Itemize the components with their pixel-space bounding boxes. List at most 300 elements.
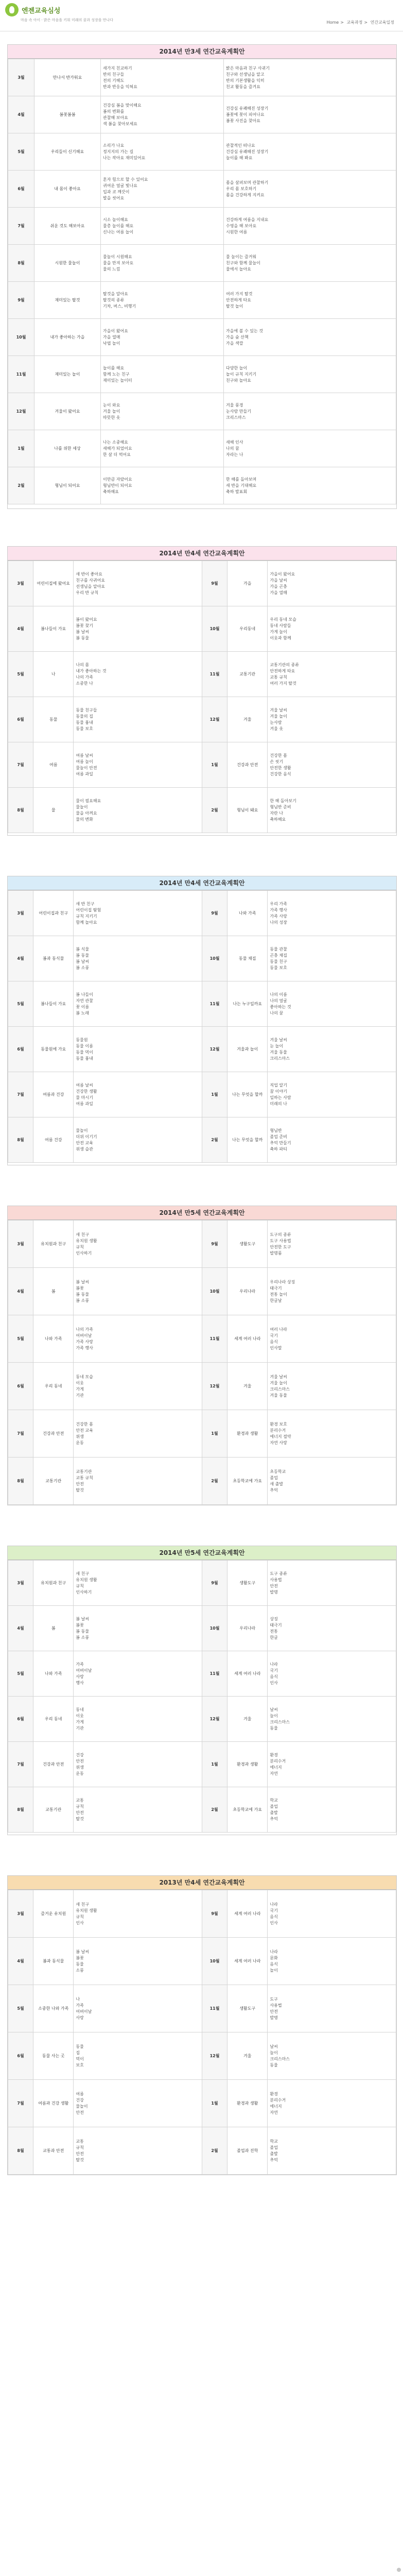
note-line: 가을에 볼 수 있는 것 bbox=[226, 328, 263, 333]
goal-line: 발을 씻어요 bbox=[103, 195, 125, 200]
goal-line: 규칙 지키기 bbox=[76, 913, 97, 919]
goal-line: 도구의 종류 bbox=[270, 1232, 291, 1237]
month-cell: 7월 bbox=[8, 1410, 33, 1458]
goal-line: 놀이 bbox=[270, 1713, 278, 1718]
goal-line: 행사 bbox=[76, 1680, 84, 1685]
site-logo[interactable] bbox=[5, 3, 60, 16]
goal-line: 봄 날씨 bbox=[76, 959, 90, 964]
month-cell: 9월 bbox=[202, 1561, 227, 1606]
goal-line: 나라 bbox=[270, 1902, 278, 1907]
goal-line: 가을 열매 bbox=[270, 590, 287, 595]
goal-line: 자연 bbox=[270, 2110, 278, 2115]
goal-cell bbox=[268, 2127, 396, 2175]
goal-cell bbox=[74, 1117, 202, 1163]
goal-cell bbox=[74, 1890, 202, 1938]
goal-line: 건강심 봄을 맞이해요 bbox=[103, 103, 142, 108]
goal-line: 축하 파티 bbox=[270, 1146, 287, 1151]
site-tagline: 마음 속 아이 · 밝은 마음을 키워 미래의 꿈과 성장을 만나다 bbox=[21, 18, 114, 22]
goal-line: 상징 bbox=[270, 1616, 278, 1621]
goal-line: 에너지 절약 bbox=[270, 1434, 291, 1439]
goal-line: 학교 bbox=[270, 1798, 278, 1803]
theme-cell: 생활도구 bbox=[227, 1221, 268, 1268]
month-cell: 9월 bbox=[202, 1221, 227, 1268]
goal-line: 입과 코 깨끗이 bbox=[103, 189, 130, 194]
theme-cell: 세계 여러 나라 bbox=[227, 1890, 268, 1938]
note-cell bbox=[224, 430, 396, 467]
goal-line: 인사하기 bbox=[76, 1589, 92, 1595]
goal-cell bbox=[268, 1117, 396, 1163]
note-line: 가을 색깔 bbox=[226, 341, 243, 346]
note-line: 자라는 나 bbox=[226, 452, 243, 457]
goal-line: 발명 bbox=[270, 1589, 278, 1595]
table-row bbox=[8, 1651, 396, 1697]
goal-line: 가족 사랑 bbox=[76, 1339, 93, 1344]
month-cell: 12월 bbox=[202, 697, 227, 742]
goal-line: 동물 bbox=[270, 2062, 278, 2067]
goal-cell bbox=[74, 652, 202, 697]
goal-cell bbox=[74, 561, 202, 606]
goal-line: 안전 bbox=[76, 1810, 84, 1815]
goal-line: 안전 bbox=[76, 1758, 84, 1764]
note-line: 나의 꿈 bbox=[226, 446, 239, 451]
goal-line: 새가지 친교하기 bbox=[103, 65, 132, 71]
month-cell: 7월 bbox=[8, 742, 33, 788]
goal-line: 겨울 날씨 bbox=[270, 1037, 287, 1042]
goal-line: 새 친구 bbox=[76, 1902, 90, 1907]
goal-cell bbox=[268, 1410, 396, 1458]
month-cell: 6월 bbox=[8, 1027, 33, 1072]
goal-cell bbox=[74, 1363, 202, 1410]
goal-line: 안전한 도구 bbox=[270, 1244, 291, 1249]
theme-cell: 어린이집과 친구 bbox=[33, 891, 74, 936]
note-line: 반의 기본생활을 익히 bbox=[226, 78, 265, 83]
note-line: 친구와 선생님을 알고 bbox=[226, 72, 265, 77]
goal-line: 자란 나 bbox=[270, 810, 284, 816]
goal-line: 사랑 bbox=[76, 2015, 84, 2020]
goal-line: 겨울 날씨 bbox=[270, 707, 287, 713]
theme-cell: 생활도구 bbox=[227, 1561, 268, 1606]
goal-line: 크리스마스 bbox=[270, 1386, 290, 1392]
goal-line: 봄 동물 bbox=[76, 1629, 90, 1634]
note-line: 몸을 건강하게 지켜요 bbox=[226, 192, 265, 197]
goal-line: 봄 소풍 bbox=[76, 1298, 90, 1303]
goal-line: 자연 관찰 bbox=[76, 998, 93, 1003]
goal-line: 먹이 bbox=[76, 2056, 84, 2061]
note-line: 봄꽃에 꽃이 피어나요 bbox=[226, 112, 265, 117]
goal-line: 동물 보호 bbox=[270, 965, 287, 970]
goal-line: 탈것의 종류 bbox=[103, 297, 125, 302]
table-row bbox=[8, 2127, 396, 2175]
goal-line: 따뜻한 옷 bbox=[103, 415, 120, 420]
table-row bbox=[8, 936, 396, 981]
goal-line: 자연 사랑 bbox=[270, 1440, 287, 1445]
goal-line: 꿈 이야기 bbox=[270, 1089, 287, 1094]
month-cell: 9월 bbox=[8, 282, 34, 319]
goal-line: 이웃 bbox=[76, 1713, 84, 1718]
goal-line: 함께 놀아요 bbox=[76, 920, 97, 925]
month-cell: 9월 bbox=[202, 561, 227, 606]
goal-cell bbox=[101, 133, 224, 171]
table-row bbox=[8, 1072, 396, 1117]
theme-cell: 재미있는 탈것 bbox=[34, 282, 101, 319]
goal-line: 출발 bbox=[270, 1810, 278, 1815]
goal-line: 봄 식물 bbox=[76, 946, 90, 952]
month-cell: 8월 bbox=[8, 788, 33, 833]
goal-line: 여름 과일 bbox=[76, 771, 93, 776]
goal-line: 졸업 준비 bbox=[270, 1134, 287, 1139]
goal-line: 가족 bbox=[76, 2003, 84, 2008]
note-line: 수영을 해 보아요 bbox=[226, 223, 257, 228]
goal-cell bbox=[74, 1651, 202, 1697]
month-cell: 4월 bbox=[8, 96, 34, 133]
goal-line: 유치원 생활 bbox=[76, 1908, 97, 1913]
goal-cell bbox=[74, 2080, 202, 2127]
month-cell: 12월 bbox=[8, 393, 34, 430]
goal-line: 가족 bbox=[76, 1662, 84, 1667]
goal-line: 물의 느낌 bbox=[103, 266, 120, 272]
month-cell: 11월 bbox=[202, 1985, 227, 2032]
table-row bbox=[8, 1985, 396, 2032]
goal-cell bbox=[268, 1268, 396, 1315]
goal-line: 운동 bbox=[76, 1440, 84, 1445]
table-row bbox=[8, 133, 396, 171]
goal-line: 동네 모습 bbox=[76, 1374, 93, 1379]
goal-cell bbox=[268, 981, 396, 1027]
goal-line: 동네 사람들 bbox=[270, 623, 291, 628]
goal-line: 국기 bbox=[270, 1908, 278, 1913]
goal-line: 나라 bbox=[270, 1949, 278, 1954]
goal-line: 가족 행사 bbox=[270, 907, 287, 912]
note-line: 친구와 함께 물놀이 bbox=[226, 260, 260, 265]
goal-line: 국기 bbox=[270, 1333, 278, 1338]
month-cell: 3월 bbox=[8, 561, 33, 606]
goal-cell bbox=[268, 742, 396, 788]
theme-cell: 겨울이 왔어요 bbox=[34, 393, 101, 430]
goal-line: 안전 bbox=[76, 1481, 84, 1486]
month-cell: 10월 bbox=[202, 606, 227, 652]
goal-line: 출발 bbox=[270, 2151, 278, 2156]
goal-line: 졸업 bbox=[270, 2145, 278, 2150]
goal-line: 탈것 bbox=[76, 2157, 84, 2162]
plan-table bbox=[8, 890, 396, 1163]
month-cell: 2월 bbox=[202, 1787, 227, 1833]
table-row bbox=[8, 1363, 396, 1410]
month-cell: 8월 bbox=[8, 1787, 33, 1833]
goal-line: 눈이 와요 bbox=[103, 402, 120, 408]
goal-line: 인사 bbox=[270, 1680, 278, 1685]
plan-table bbox=[8, 1220, 396, 1505]
goal-line: 태극기 bbox=[270, 1285, 282, 1291]
goal-line: 새 친구 bbox=[76, 1571, 90, 1576]
goal-line: 교통기관 bbox=[76, 1469, 92, 1474]
goal-line: 여름 과일 bbox=[76, 1101, 93, 1106]
theme-cell: 소중한 나와 가족 bbox=[33, 1985, 74, 2032]
goal-line: 봄꽃 찾기 bbox=[76, 623, 93, 628]
goal-cell bbox=[74, 1027, 202, 1072]
goal-line: 운동 bbox=[76, 1771, 84, 1776]
month-cell: 12월 bbox=[202, 1363, 227, 1410]
table-row bbox=[8, 1315, 396, 1363]
table-row bbox=[8, 652, 396, 697]
month-cell: 11월 bbox=[202, 1315, 227, 1363]
goal-line: 일하는 사람 bbox=[270, 1095, 291, 1100]
note-cell bbox=[224, 282, 396, 319]
month-cell: 11월 bbox=[202, 1651, 227, 1697]
section-title: 2014년 만3세 연간교육계획안 bbox=[8, 45, 396, 59]
theme-cell: 초등학교에 가요 bbox=[227, 1458, 268, 1505]
goal-line: 문화 bbox=[270, 1955, 278, 1960]
goal-line: 어버이날 bbox=[76, 1333, 92, 1338]
theme-cell: 여름 건강 bbox=[33, 1117, 74, 1163]
month-cell: 10월 bbox=[8, 319, 34, 356]
theme-cell: 건강과 안전 bbox=[33, 1410, 74, 1458]
goal-line: 물놀이 bbox=[76, 2104, 88, 2109]
theme-cell: 나는 무엇을 할까 bbox=[227, 1072, 268, 1117]
theme-cell: 겨울 bbox=[227, 1363, 268, 1410]
table-row bbox=[8, 1938, 396, 1985]
goal-line: 건강한 몸 bbox=[270, 753, 287, 758]
goal-line: 여러 가지 탈것 bbox=[270, 681, 296, 686]
goal-line: 소풍 bbox=[76, 1968, 84, 1973]
breadcrumb-home[interactable]: Home bbox=[326, 20, 339, 25]
theme-cell: 세계 여러 나라 bbox=[227, 1938, 268, 1985]
theme-cell: 내가 좋아하는 가을 bbox=[34, 319, 101, 356]
goal-line: 어버이날 bbox=[76, 2009, 92, 2014]
goal-line: 놀이를 해요 bbox=[103, 365, 125, 370]
theme-cell: 교통기관 bbox=[227, 652, 268, 697]
goal-line: 위생 습관 bbox=[76, 1146, 93, 1151]
goal-line: 반의 친구들 bbox=[103, 72, 125, 77]
goal-line: 도구 종류 bbox=[270, 1571, 287, 1576]
theme-cell: 우리동네 bbox=[227, 606, 268, 652]
goal-line: 분리수거 bbox=[270, 1758, 286, 1764]
page-header bbox=[0, 0, 403, 31]
goal-line: 교통 bbox=[76, 2139, 84, 2144]
theme-cell: 졸업과 진학 bbox=[227, 2127, 268, 2175]
goal-line: 안전 bbox=[270, 2009, 278, 2014]
month-cell: 4월 bbox=[8, 936, 33, 981]
goal-line: 소중한 나 bbox=[76, 681, 93, 686]
goal-line: 크리스마스 bbox=[270, 2056, 290, 2061]
theme-cell: 교통기관 bbox=[33, 1458, 74, 1505]
theme-cell: 우리 동네 bbox=[33, 1363, 74, 1410]
goal-line: 겨울 놀이 bbox=[103, 409, 120, 414]
table-row bbox=[8, 467, 396, 504]
note-line: 물에서 놀아요 bbox=[226, 266, 251, 272]
goal-cell bbox=[268, 788, 396, 833]
theme-cell: 교통과 안전 bbox=[33, 2127, 74, 2175]
goal-line: 우리 동네 모습 bbox=[270, 617, 296, 622]
goal-line: 규칙 bbox=[76, 1914, 84, 1919]
note-cell bbox=[224, 356, 396, 393]
goal-cell bbox=[268, 1221, 396, 1268]
goal-line: 건강 bbox=[76, 2097, 84, 2103]
goal-cell bbox=[268, 891, 396, 936]
goal-line: 새 반이 좋아요 bbox=[76, 571, 102, 577]
theme-cell: 가을 bbox=[227, 561, 268, 606]
month-cell: 3월 bbox=[8, 59, 34, 96]
goal-line: 인사말 bbox=[270, 1345, 282, 1350]
goal-line: 봄꽃 bbox=[76, 1622, 84, 1628]
goal-line: 나의 가족 bbox=[76, 674, 93, 680]
table-row bbox=[8, 1787, 396, 1833]
goal-line: 에너지 bbox=[270, 2104, 282, 2109]
table-row bbox=[8, 245, 396, 282]
theme-cell: 동물 bbox=[33, 697, 74, 742]
goal-cell bbox=[74, 1221, 202, 1268]
theme-cell: 봄나들이 가요 bbox=[33, 606, 74, 652]
goal-cell bbox=[74, 1606, 202, 1651]
goal-line: 추억 bbox=[270, 1816, 278, 1821]
goal-cell bbox=[268, 606, 396, 652]
goal-cell bbox=[268, 2080, 396, 2127]
goal-line: 기차, 버스, 비행기 bbox=[103, 303, 136, 309]
theme-cell: 유치원과 친구 bbox=[33, 1221, 74, 1268]
goal-line: 전통 bbox=[270, 1629, 278, 1634]
month-cell: 2월 bbox=[8, 467, 34, 504]
note-cell bbox=[224, 467, 396, 504]
goal-line: 이웃 bbox=[76, 1380, 84, 1385]
goal-line: 인사 bbox=[270, 1920, 278, 1925]
goal-line: 사랑 bbox=[76, 1674, 84, 1679]
theme-cell: 나 bbox=[33, 652, 74, 697]
goal-line: 봄 노래 bbox=[76, 1010, 90, 1015]
goal-line: 보호 bbox=[76, 2062, 84, 2067]
note-line: 시원한 여름 bbox=[226, 229, 248, 234]
goal-line: 이만큼 자랐어요 bbox=[103, 477, 132, 482]
goal-line: 어버이날 bbox=[76, 1668, 92, 1673]
goal-cell bbox=[268, 936, 396, 981]
goal-line: 날씨 bbox=[270, 1707, 278, 1712]
goal-cell bbox=[74, 742, 202, 788]
table-row bbox=[8, 1742, 396, 1787]
table-row bbox=[8, 1458, 396, 1505]
theme-cell: 겨울 bbox=[227, 1697, 268, 1742]
goal-line: 안전 bbox=[76, 2151, 84, 2156]
month-cell: 10월 bbox=[202, 1938, 227, 1985]
theme-cell: 나와 가족 bbox=[33, 1315, 74, 1363]
goal-cell bbox=[74, 1742, 202, 1787]
goal-line: 겨울 동물 bbox=[270, 1049, 287, 1055]
annual-plan-section bbox=[7, 1206, 397, 1505]
goal-line: 여름 날씨 bbox=[76, 753, 93, 758]
goal-line: 함께 노는 친구 bbox=[103, 371, 130, 377]
theme-cell: 봄꽃봄봄 bbox=[34, 96, 101, 133]
table-row bbox=[8, 606, 396, 652]
goal-line: 유치원 생활 bbox=[76, 1238, 97, 1243]
goal-cell bbox=[268, 1787, 396, 1833]
theme-cell: 시원한 물놀이 bbox=[34, 245, 101, 282]
note-cell bbox=[224, 393, 396, 430]
goal-line: 소리가 나요 bbox=[103, 143, 125, 148]
goal-line: 발명 bbox=[270, 2015, 278, 2020]
goal-line: 국기 bbox=[270, 1668, 278, 1673]
goal-cell bbox=[268, 1985, 396, 2032]
goal-line: 놀이 bbox=[270, 1968, 278, 1973]
note-cell bbox=[224, 171, 396, 208]
month-cell: 12월 bbox=[202, 2032, 227, 2080]
breadcrumb-curriculum[interactable]: 교육과정 bbox=[346, 20, 363, 25]
goal-line: 건강한 몸 bbox=[76, 1421, 93, 1427]
goal-line: 형님반 bbox=[270, 1128, 282, 1133]
goal-line: 가게 bbox=[76, 1719, 84, 1724]
note-line: 놀이 규칙 지키기 bbox=[226, 371, 257, 377]
month-cell: 11월 bbox=[8, 356, 34, 393]
table-row bbox=[8, 2032, 396, 2080]
goal-cell bbox=[268, 1561, 396, 1606]
table-row bbox=[8, 1027, 396, 1072]
note-line: 다양한 놀이 bbox=[226, 365, 248, 370]
goal-line: 한글 bbox=[270, 1635, 278, 1640]
goal-line: 환경 bbox=[270, 1752, 278, 1757]
goal-line: 형님반이 되어요 bbox=[103, 483, 132, 488]
table-row bbox=[8, 2080, 396, 2127]
note-line: 한 해를 돌아보며 bbox=[226, 477, 257, 482]
theme-cell: 동물 사는 곳 bbox=[33, 2032, 74, 2080]
goal-line: 우리나라 상징 bbox=[270, 1279, 295, 1284]
goal-cell bbox=[74, 1938, 202, 1985]
theme-cell: 봄 bbox=[33, 1606, 74, 1651]
theme-cell: 교통기관 bbox=[33, 1787, 74, 1833]
goal-line: 축하해요 bbox=[103, 489, 119, 494]
goal-line: 안전하게 타요 bbox=[270, 668, 295, 673]
goal-line: 시소 놀이해요 bbox=[103, 217, 128, 222]
month-cell: 4월 bbox=[8, 1268, 33, 1315]
goal-cell bbox=[101, 59, 224, 96]
goal-line: 에너지 bbox=[270, 1765, 282, 1770]
goal-cell bbox=[268, 1027, 396, 1072]
note-line: 건강심 유쾌해진 성장기 bbox=[226, 106, 269, 111]
theme-cell: 세계 여러 나라 bbox=[227, 1315, 268, 1363]
goal-line: 곤충 채집 bbox=[270, 953, 287, 958]
goal-cell bbox=[74, 1561, 202, 1606]
month-cell: 10월 bbox=[202, 936, 227, 981]
theme-cell: 내 몸이 좋아요 bbox=[34, 171, 101, 208]
goal-line: 도구 bbox=[270, 1996, 278, 2002]
goal-line: 건강한 생활 bbox=[76, 1089, 97, 1094]
breadcrumb-annual-plan: 연간교육일정 bbox=[370, 20, 394, 25]
goal-line: 한글날 bbox=[270, 1298, 282, 1303]
goal-line: 선생님을 알아요 bbox=[76, 584, 106, 589]
table-row bbox=[8, 1561, 396, 1606]
month-cell: 10월 bbox=[202, 1606, 227, 1651]
goal-line: 집 bbox=[76, 2050, 80, 2055]
goal-line: 인사 bbox=[76, 1920, 84, 1925]
goal-line: 봄 동물 bbox=[76, 635, 90, 640]
goal-cell bbox=[74, 1697, 202, 1742]
goal-cell bbox=[268, 1697, 396, 1742]
month-cell: 6월 bbox=[8, 697, 33, 742]
goal-line: 가을이 왔어요 bbox=[103, 328, 128, 333]
note-line: 밝은 마음과 친구 사귀기 bbox=[226, 65, 270, 71]
goal-line: 놀이 bbox=[270, 2050, 278, 2055]
goal-line: 안전 bbox=[270, 1583, 278, 1588]
theme-cell: 건강과 안전 bbox=[227, 742, 268, 788]
goal-line: 물놀이 시원해요 bbox=[103, 254, 132, 259]
goal-cell bbox=[101, 393, 224, 430]
month-cell: 3월 bbox=[8, 1561, 33, 1606]
note-line: 여러 가지 탈것 bbox=[226, 291, 253, 296]
goal-line: 안전 교육 bbox=[76, 1140, 93, 1145]
goal-line: 크리스마스 bbox=[270, 1056, 290, 1061]
annual-plan-section bbox=[7, 44, 397, 509]
scroll-indicator-icon[interactable] bbox=[397, 2568, 401, 2572]
table-row bbox=[8, 59, 396, 96]
goal-line: 겨울 옷 bbox=[270, 726, 284, 731]
goal-line: 도구 사용법 bbox=[270, 1238, 291, 1243]
goal-line: 물 마시기 bbox=[76, 1095, 93, 1100]
month-cell: 1월 bbox=[202, 1742, 227, 1787]
